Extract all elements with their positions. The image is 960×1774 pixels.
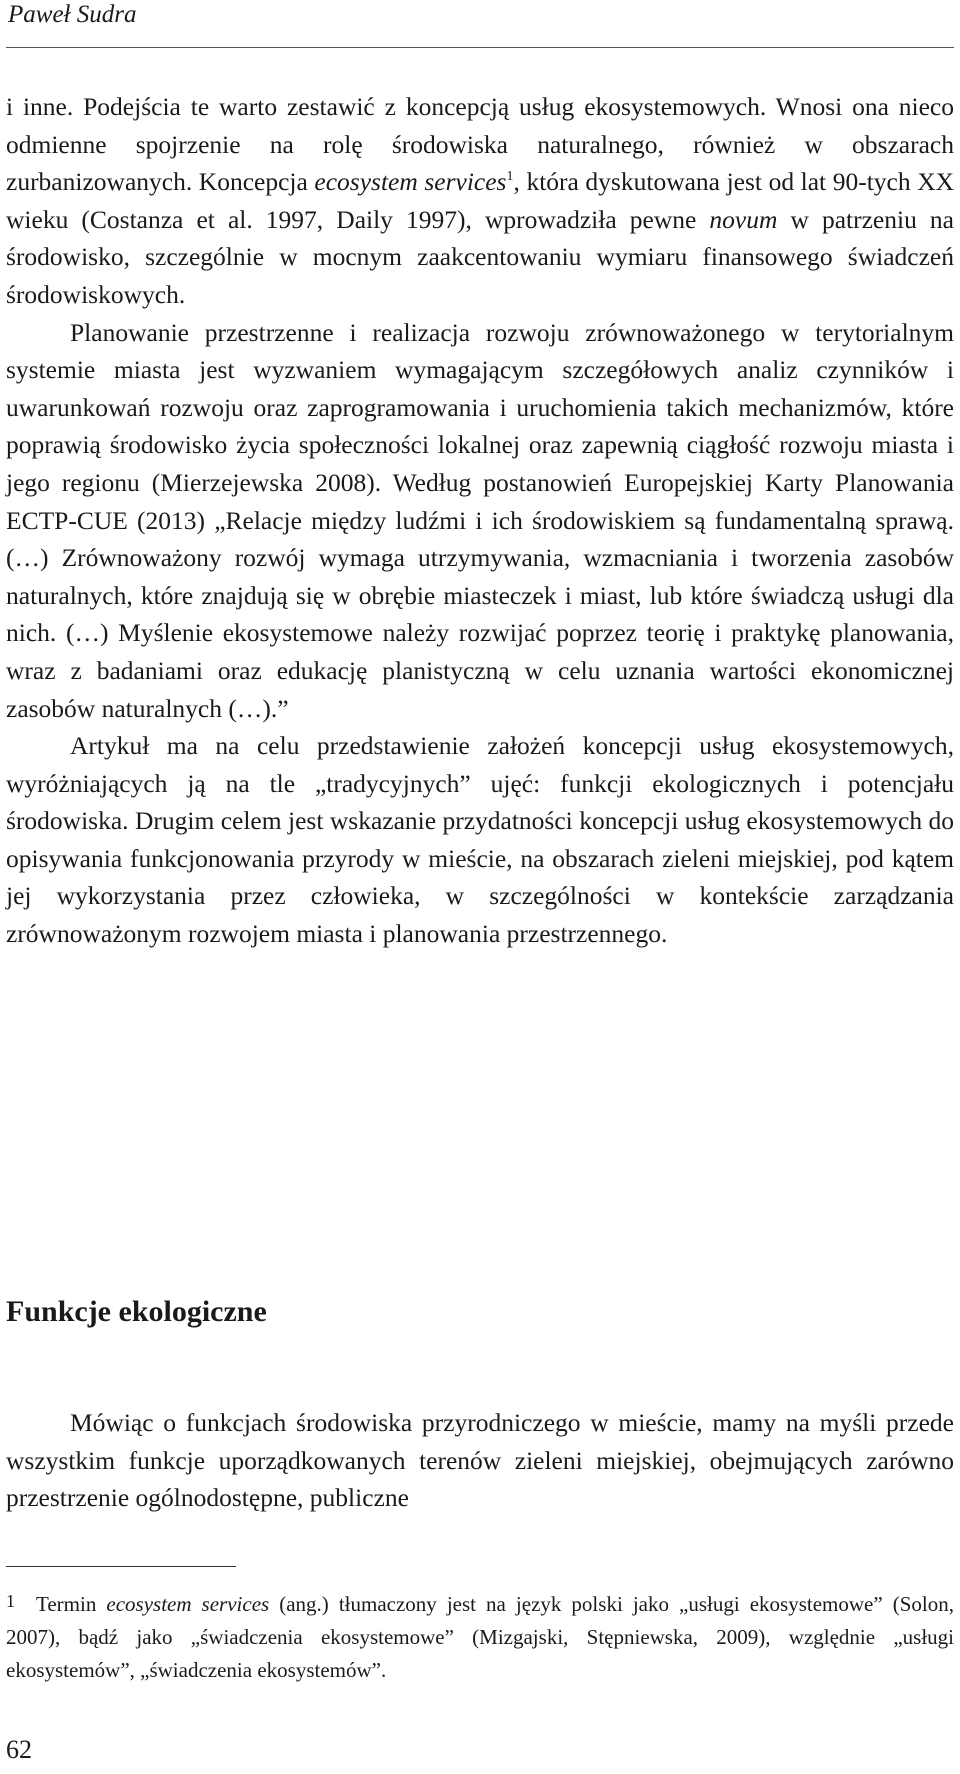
paragraph-2: Planowanie przestrzenne i realizacja rozwoju zrównoważonego w terytorialnym systemie miasta jest wyzwaniem wymagającym szczegółowych analiz czynników i uwarunkowań rozwoju oraz zaprogramowania i uruchomienia takich mechanizmów, które poprawią środowisko życia społeczności lokalnej oraz zapewnią ciągłość rozwoju miasta i jego regionu (Mierzejewska 2008). Według postanowień Europejskiej Karty Planowania ECTP-CUE (2013) „Relacje między ludźmi i ich środowiskiem są fundamentalną sprawą. (…) Zrównoważony rozwój wymaga utrzymywania, wzmacniania i tworzenia zasobów naturalnych, które znajdują się w obrębie miasteczek i miast, lub które świadczą usługi dla nich. (…) Myślenie ekosystemowe należy rozwijać poprzez teorię i praktykę planowania, wraz z badaniami oraz edukację planistyczną w celu uznania wartości ekonomicznej zasobów naturalnych (…).” (6, 317, 954, 723)
page-number: 62 (6, 1735, 32, 1764)
term-novum: novum (709, 204, 778, 234)
footnote-text-a: Termin (36, 1592, 107, 1616)
footnote-1 (6, 1588, 954, 1687)
header-rule (6, 47, 954, 48)
paragraph-1-text-a: i inne. Podejścia te warto zestawić z koncepcją usług ekosystemowych. Wnosi ona nieco odmienne spojrzenie na rolę środowiska naturalnego, również w obszarach zurbanizowanych. Koncepcja (6, 92, 954, 197)
section-paragraph-1: Mówiąc o funkcjach środowiska przyrodniczego w mieście, mamy na myśli przede wszystkim funkcje uporządkowanych terenów zieleni miejskiej, obejmujących zarówno przestrzenie ogólnodostępne, publiczne (6, 1408, 954, 1513)
body-text (6, 88, 954, 953)
paragraph-1-text-b: , która dyskutowana jest od lat 90-tych XX wieku (Costanza et al. 1997, Daily 1997), wprowadziła pewne (6, 167, 955, 234)
term-ecosystem-services: ecosystem services (314, 167, 507, 197)
paragraph-1 (6, 88, 954, 314)
paragraph-3: Artykuł ma na celu przedstawienie założeń koncepcji usług ekosystemowych, wyróżniających ją na tle „tradycyjnych” ujęć: funkcji ekologicznych i potencjału środowiska. Drugim celem jest wskazanie przydatności koncepcji usług ekosystemowych do opisywania funkcjonowania przyrody w mieście, na obszarach zieleni miejskiej, pod kątem jej wykorzystania przez człowieka, w szczególności w kontekście zarządzania zrównoważonym rozwojem miasta i planowania przestrzennego. (6, 731, 954, 949)
paragraph-1-text-c: w patrzeniu na środowisko, szczególnie w mocnym zaakcentowaniu wymiaru finansowego świadczeń środowiskowych. (6, 204, 954, 309)
running-head-author: Paweł Sudra (8, 1, 137, 28)
section-heading: Funkcje ekologiczne (6, 1295, 267, 1328)
footnote-rule (6, 1566, 236, 1567)
footnote-mark: 1 (6, 1591, 15, 1611)
footnote-ref-1: 1 (506, 169, 514, 185)
section-body (6, 1404, 954, 1517)
footnote-text-b: (ang.) tłumaczony jest na język polski jako „usługi ekosystemowe” (Solon, 2007), bądź jako „świadczenia ekosystemowe” (Mizgajski, Stępniewska, 2009), względnie „usługi ekosystemów”, „świadczenia ekosystemów”. (6, 1592, 954, 1682)
footnote-term: ecosystem services (106, 1592, 270, 1616)
